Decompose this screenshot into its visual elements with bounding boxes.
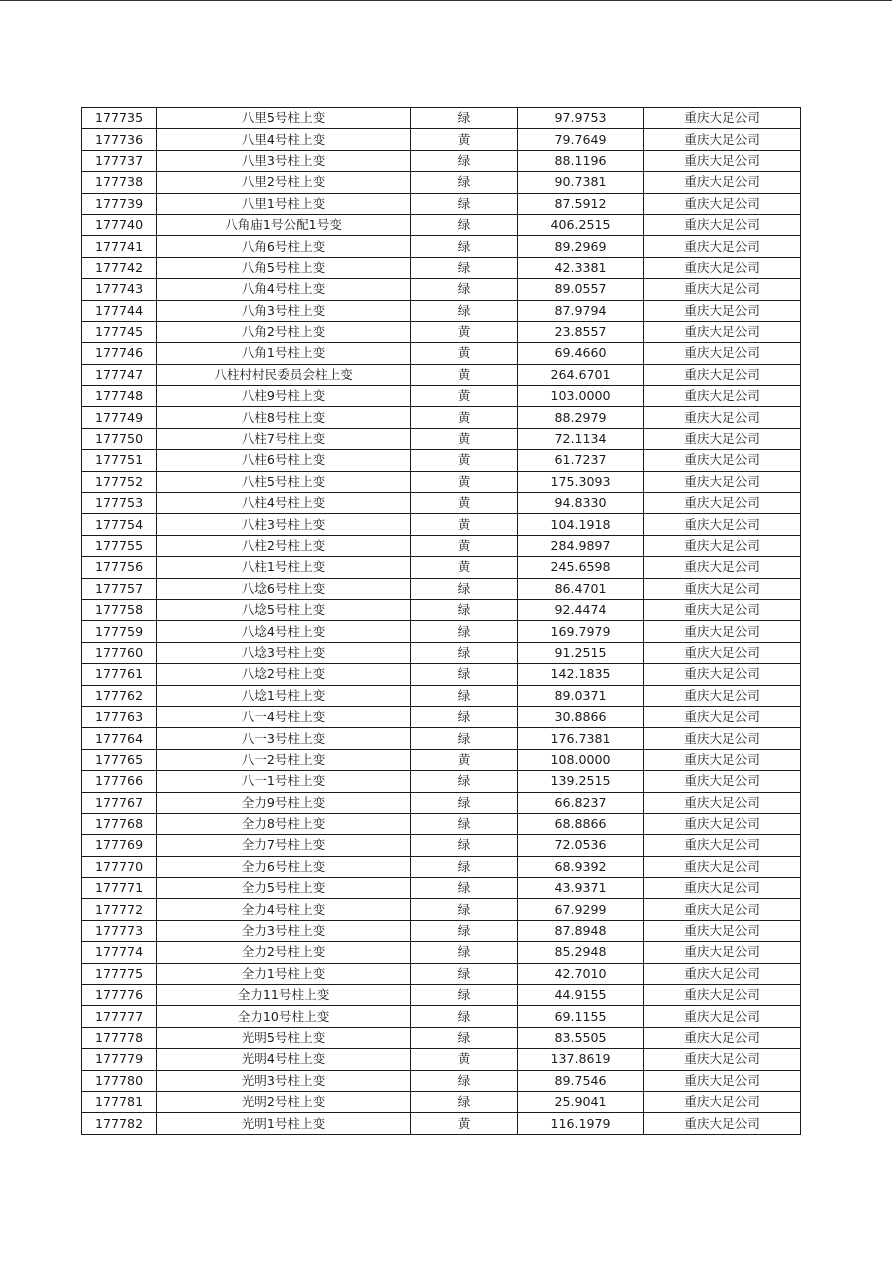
cell-company: 重庆大足公司 [644, 899, 801, 920]
cell-company: 重庆大足公司 [644, 599, 801, 620]
table-row [82, 642, 801, 663]
cell-transformer-name: 八角3号柱上变 [157, 300, 411, 321]
cell-company: 重庆大足公司 [644, 172, 801, 193]
table-row [82, 1006, 801, 1027]
cell-company: 重庆大足公司 [644, 129, 801, 150]
cell-id: 177781 [82, 1091, 157, 1112]
cell-value: 69.4660 [518, 343, 644, 364]
cell-company: 重庆大足公司 [644, 364, 801, 385]
cell-id: 177773 [82, 920, 157, 941]
cell-status: 黄 [411, 1049, 518, 1070]
cell-transformer-name: 八里2号柱上变 [157, 172, 411, 193]
table-row [82, 621, 801, 642]
cell-value: 30.8866 [518, 706, 644, 727]
cell-value: 87.9794 [518, 300, 644, 321]
cell-company: 重庆大足公司 [644, 279, 801, 300]
cell-transformer-name: 八埝6号柱上变 [157, 578, 411, 599]
cell-status: 绿 [411, 599, 518, 620]
cell-transformer-name: 八柱8号柱上变 [157, 407, 411, 428]
cell-status: 绿 [411, 664, 518, 685]
table-row [82, 450, 801, 471]
cell-transformer-name: 八柱2号柱上变 [157, 535, 411, 556]
cell-value: 103.0000 [518, 386, 644, 407]
table-row [82, 1027, 801, 1048]
cell-id: 177751 [82, 450, 157, 471]
cell-value: 68.8866 [518, 813, 644, 834]
table-row [82, 471, 801, 492]
cell-value: 86.4701 [518, 578, 644, 599]
cell-status: 黄 [411, 407, 518, 428]
cell-transformer-name: 八一2号柱上变 [157, 749, 411, 770]
cell-value: 67.9299 [518, 899, 644, 920]
cell-status: 绿 [411, 706, 518, 727]
cell-company: 重庆大足公司 [644, 749, 801, 770]
table-row [82, 150, 801, 171]
cell-id: 177741 [82, 236, 157, 257]
cell-id: 177736 [82, 129, 157, 150]
cell-id: 177776 [82, 985, 157, 1006]
table-row [82, 942, 801, 963]
cell-transformer-name: 八埝5号柱上变 [157, 599, 411, 620]
cell-id: 177761 [82, 664, 157, 685]
cell-status: 黄 [411, 557, 518, 578]
cell-id: 177737 [82, 150, 157, 171]
cell-id: 177771 [82, 878, 157, 899]
cell-value: 137.8619 [518, 1049, 644, 1070]
table-row [82, 664, 801, 685]
cell-id: 177760 [82, 642, 157, 663]
cell-company: 重庆大足公司 [644, 771, 801, 792]
cell-transformer-name: 八柱9号柱上变 [157, 386, 411, 407]
cell-value: 87.8948 [518, 920, 644, 941]
cell-id: 177774 [82, 942, 157, 963]
cell-transformer-name: 光明4号柱上变 [157, 1049, 411, 1070]
page-top-border [0, 0, 892, 1]
cell-id: 177757 [82, 578, 157, 599]
cell-transformer-name: 八角5号柱上变 [157, 257, 411, 278]
cell-value: 43.9371 [518, 878, 644, 899]
cell-transformer-name: 八一1号柱上变 [157, 771, 411, 792]
cell-company: 重庆大足公司 [644, 108, 801, 129]
cell-value: 89.0557 [518, 279, 644, 300]
table-row [82, 685, 801, 706]
cell-id: 177755 [82, 535, 157, 556]
cell-id: 177742 [82, 257, 157, 278]
cell-id: 177746 [82, 343, 157, 364]
cell-value: 139.2515 [518, 771, 644, 792]
table-row [82, 599, 801, 620]
cell-transformer-name: 八里5号柱上变 [157, 108, 411, 129]
table-row [82, 321, 801, 342]
table-row [82, 172, 801, 193]
cell-status: 绿 [411, 985, 518, 1006]
cell-status: 黄 [411, 471, 518, 492]
cell-company: 重庆大足公司 [644, 621, 801, 642]
cell-transformer-name: 全力6号柱上变 [157, 856, 411, 877]
cell-id: 177743 [82, 279, 157, 300]
table-row [82, 856, 801, 877]
cell-id: 177769 [82, 835, 157, 856]
cell-transformer-name: 八柱5号柱上变 [157, 471, 411, 492]
cell-company: 重庆大足公司 [644, 685, 801, 706]
cell-status: 绿 [411, 257, 518, 278]
cell-company: 重庆大足公司 [644, 878, 801, 899]
cell-id: 177745 [82, 321, 157, 342]
cell-id: 177764 [82, 728, 157, 749]
cell-status: 黄 [411, 535, 518, 556]
cell-transformer-name: 八埝2号柱上变 [157, 664, 411, 685]
cell-value: 44.9155 [518, 985, 644, 1006]
cell-value: 97.9753 [518, 108, 644, 129]
cell-id: 177754 [82, 514, 157, 535]
cell-value: 169.7979 [518, 621, 644, 642]
cell-company: 重庆大足公司 [644, 428, 801, 449]
cell-status: 绿 [411, 1091, 518, 1112]
cell-status: 绿 [411, 856, 518, 877]
cell-transformer-name: 光明5号柱上变 [157, 1027, 411, 1048]
cell-transformer-name: 八角庙1号公配1号变 [157, 214, 411, 235]
cell-transformer-name: 八柱7号柱上变 [157, 428, 411, 449]
cell-transformer-name: 全力8号柱上变 [157, 813, 411, 834]
table-row [82, 813, 801, 834]
cell-value: 92.4474 [518, 599, 644, 620]
cell-value: 108.0000 [518, 749, 644, 770]
cell-status: 黄 [411, 514, 518, 535]
cell-status: 绿 [411, 172, 518, 193]
cell-value: 406.2515 [518, 214, 644, 235]
cell-company: 重庆大足公司 [644, 578, 801, 599]
cell-transformer-name: 八角1号柱上变 [157, 343, 411, 364]
cell-status: 绿 [411, 685, 518, 706]
cell-transformer-name: 八埝1号柱上变 [157, 685, 411, 706]
cell-company: 重庆大足公司 [644, 985, 801, 1006]
cell-id: 177756 [82, 557, 157, 578]
table-row [82, 193, 801, 214]
cell-company: 重庆大足公司 [644, 321, 801, 342]
cell-company: 重庆大足公司 [644, 642, 801, 663]
table-row [82, 835, 801, 856]
cell-transformer-name: 八埝4号柱上变 [157, 621, 411, 642]
cell-company: 重庆大足公司 [644, 535, 801, 556]
table-row [82, 792, 801, 813]
cell-company: 重庆大足公司 [644, 343, 801, 364]
cell-company: 重庆大足公司 [644, 942, 801, 963]
cell-company: 重庆大足公司 [644, 471, 801, 492]
cell-status: 绿 [411, 578, 518, 599]
cell-id: 177749 [82, 407, 157, 428]
cell-id: 177738 [82, 172, 157, 193]
cell-company: 重庆大足公司 [644, 728, 801, 749]
cell-transformer-name: 八柱村村民委员会柱上变 [157, 364, 411, 385]
cell-company: 重庆大足公司 [644, 236, 801, 257]
cell-value: 42.3381 [518, 257, 644, 278]
cell-value: 94.8330 [518, 493, 644, 514]
cell-id: 177748 [82, 386, 157, 407]
table-row [82, 985, 801, 1006]
cell-transformer-name: 八角6号柱上变 [157, 236, 411, 257]
table-row [82, 578, 801, 599]
cell-value: 89.2969 [518, 236, 644, 257]
cell-status: 黄 [411, 428, 518, 449]
table-row [82, 428, 801, 449]
cell-company: 重庆大足公司 [644, 813, 801, 834]
cell-transformer-name: 八柱4号柱上变 [157, 493, 411, 514]
cell-company: 重庆大足公司 [644, 193, 801, 214]
cell-status: 绿 [411, 878, 518, 899]
cell-company: 重庆大足公司 [644, 386, 801, 407]
cell-value: 104.1918 [518, 514, 644, 535]
cell-value: 87.5912 [518, 193, 644, 214]
cell-status: 黄 [411, 450, 518, 471]
cell-status: 绿 [411, 835, 518, 856]
cell-status: 绿 [411, 279, 518, 300]
table-row [82, 749, 801, 770]
table-row [82, 364, 801, 385]
cell-company: 重庆大足公司 [644, 963, 801, 984]
cell-transformer-name: 全力3号柱上变 [157, 920, 411, 941]
table-row [82, 899, 801, 920]
cell-id: 177765 [82, 749, 157, 770]
cell-transformer-name: 八里3号柱上变 [157, 150, 411, 171]
cell-id: 177766 [82, 771, 157, 792]
cell-id: 177778 [82, 1027, 157, 1048]
cell-id: 177740 [82, 214, 157, 235]
cell-transformer-name: 八柱3号柱上变 [157, 514, 411, 535]
cell-company: 重庆大足公司 [644, 557, 801, 578]
cell-value: 83.5505 [518, 1027, 644, 1048]
cell-status: 绿 [411, 728, 518, 749]
cell-company: 重庆大足公司 [644, 1091, 801, 1112]
cell-company: 重庆大足公司 [644, 920, 801, 941]
cell-status: 绿 [411, 621, 518, 642]
cell-status: 绿 [411, 1070, 518, 1091]
cell-id: 177782 [82, 1113, 157, 1134]
table-row [82, 214, 801, 235]
cell-status: 绿 [411, 920, 518, 941]
transformer-table [81, 107, 801, 1135]
table-row [82, 343, 801, 364]
cell-value: 284.9897 [518, 535, 644, 556]
cell-id: 177768 [82, 813, 157, 834]
cell-value: 88.1196 [518, 150, 644, 171]
table-row [82, 963, 801, 984]
table-row [82, 386, 801, 407]
cell-id: 177759 [82, 621, 157, 642]
cell-status: 绿 [411, 792, 518, 813]
cell-transformer-name: 八一3号柱上变 [157, 728, 411, 749]
cell-company: 重庆大足公司 [644, 664, 801, 685]
cell-status: 绿 [411, 942, 518, 963]
cell-status: 绿 [411, 150, 518, 171]
cell-value: 79.7649 [518, 129, 644, 150]
cell-value: 66.8237 [518, 792, 644, 813]
cell-status: 黄 [411, 321, 518, 342]
cell-id: 177758 [82, 599, 157, 620]
cell-company: 重庆大足公司 [644, 214, 801, 235]
cell-value: 69.1155 [518, 1006, 644, 1027]
cell-value: 89.0371 [518, 685, 644, 706]
cell-status: 黄 [411, 364, 518, 385]
cell-status: 黄 [411, 749, 518, 770]
cell-value: 68.9392 [518, 856, 644, 877]
cell-company: 重庆大足公司 [644, 1070, 801, 1091]
cell-transformer-name: 八里1号柱上变 [157, 193, 411, 214]
cell-company: 重庆大足公司 [644, 407, 801, 428]
cell-transformer-name: 八角2号柱上变 [157, 321, 411, 342]
cell-company: 重庆大足公司 [644, 514, 801, 535]
table-row [82, 300, 801, 321]
cell-id: 177744 [82, 300, 157, 321]
cell-value: 142.1835 [518, 664, 644, 685]
cell-transformer-name: 光明1号柱上变 [157, 1113, 411, 1134]
table-row [82, 728, 801, 749]
cell-id: 177753 [82, 493, 157, 514]
cell-company: 重庆大足公司 [644, 150, 801, 171]
cell-company: 重庆大足公司 [644, 300, 801, 321]
cell-value: 116.1979 [518, 1113, 644, 1134]
cell-transformer-name: 八一4号柱上变 [157, 706, 411, 727]
cell-value: 88.2979 [518, 407, 644, 428]
cell-transformer-name: 全力1号柱上变 [157, 963, 411, 984]
cell-company: 重庆大足公司 [644, 706, 801, 727]
table-row [82, 557, 801, 578]
table-row [82, 1113, 801, 1134]
cell-transformer-name: 光明3号柱上变 [157, 1070, 411, 1091]
cell-status: 黄 [411, 493, 518, 514]
cell-company: 重庆大足公司 [644, 835, 801, 856]
cell-value: 89.7546 [518, 1070, 644, 1091]
table-row [82, 1091, 801, 1112]
cell-status: 绿 [411, 813, 518, 834]
cell-id: 177775 [82, 963, 157, 984]
cell-value: 264.6701 [518, 364, 644, 385]
cell-status: 绿 [411, 1006, 518, 1027]
cell-status: 黄 [411, 129, 518, 150]
cell-transformer-name: 全力4号柱上变 [157, 899, 411, 920]
table-row [82, 407, 801, 428]
cell-status: 绿 [411, 963, 518, 984]
cell-status: 绿 [411, 1027, 518, 1048]
table-row [82, 771, 801, 792]
cell-value: 90.7381 [518, 172, 644, 193]
cell-status: 绿 [411, 236, 518, 257]
cell-id: 177770 [82, 856, 157, 877]
cell-id: 177747 [82, 364, 157, 385]
table-row [82, 514, 801, 535]
cell-value: 72.0536 [518, 835, 644, 856]
table-row [82, 108, 801, 129]
cell-company: 重庆大足公司 [644, 493, 801, 514]
cell-company: 重庆大足公司 [644, 792, 801, 813]
cell-id: 177772 [82, 899, 157, 920]
cell-value: 72.1134 [518, 428, 644, 449]
cell-value: 85.2948 [518, 942, 644, 963]
cell-status: 黄 [411, 386, 518, 407]
cell-company: 重庆大足公司 [644, 257, 801, 278]
cell-transformer-name: 八角4号柱上变 [157, 279, 411, 300]
cell-id: 177735 [82, 108, 157, 129]
cell-transformer-name: 八柱1号柱上变 [157, 557, 411, 578]
cell-value: 245.6598 [518, 557, 644, 578]
table-row [82, 878, 801, 899]
table-row [82, 1070, 801, 1091]
cell-transformer-name: 八里4号柱上变 [157, 129, 411, 150]
cell-status: 黄 [411, 1113, 518, 1134]
cell-id: 177763 [82, 706, 157, 727]
cell-status: 绿 [411, 300, 518, 321]
cell-value: 175.3093 [518, 471, 644, 492]
table-row [82, 535, 801, 556]
table-row [82, 1049, 801, 1070]
cell-id: 177762 [82, 685, 157, 706]
table-body [82, 108, 801, 1135]
cell-status: 绿 [411, 108, 518, 129]
cell-transformer-name: 全力7号柱上变 [157, 835, 411, 856]
cell-value: 91.2515 [518, 642, 644, 663]
cell-transformer-name: 八柱6号柱上变 [157, 450, 411, 471]
cell-transformer-name: 全力5号柱上变 [157, 878, 411, 899]
cell-value: 25.9041 [518, 1091, 644, 1112]
cell-transformer-name: 全力2号柱上变 [157, 942, 411, 963]
cell-value: 42.7010 [518, 963, 644, 984]
cell-id: 177739 [82, 193, 157, 214]
cell-company: 重庆大足公司 [644, 1006, 801, 1027]
cell-value: 176.7381 [518, 728, 644, 749]
table-row [82, 236, 801, 257]
cell-status: 绿 [411, 771, 518, 792]
table-row [82, 257, 801, 278]
table-row [82, 279, 801, 300]
cell-company: 重庆大足公司 [644, 450, 801, 471]
cell-status: 绿 [411, 193, 518, 214]
cell-status: 绿 [411, 214, 518, 235]
cell-company: 重庆大足公司 [644, 1113, 801, 1134]
cell-id: 177780 [82, 1070, 157, 1091]
table-row [82, 129, 801, 150]
cell-transformer-name: 全力10号柱上变 [157, 1006, 411, 1027]
cell-transformer-name: 全力11号柱上变 [157, 985, 411, 1006]
cell-company: 重庆大足公司 [644, 1027, 801, 1048]
cell-id: 177777 [82, 1006, 157, 1027]
table-row [82, 493, 801, 514]
cell-status: 绿 [411, 642, 518, 663]
table-row [82, 920, 801, 941]
cell-id: 177767 [82, 792, 157, 813]
table-row [82, 706, 801, 727]
cell-value: 61.7237 [518, 450, 644, 471]
cell-id: 177752 [82, 471, 157, 492]
cell-transformer-name: 全力9号柱上变 [157, 792, 411, 813]
cell-company: 重庆大足公司 [644, 856, 801, 877]
cell-transformer-name: 光明2号柱上变 [157, 1091, 411, 1112]
cell-value: 23.8557 [518, 321, 644, 342]
cell-id: 177779 [82, 1049, 157, 1070]
cell-company: 重庆大足公司 [644, 1049, 801, 1070]
cell-transformer-name: 八埝3号柱上变 [157, 642, 411, 663]
cell-status: 黄 [411, 343, 518, 364]
cell-status: 绿 [411, 899, 518, 920]
cell-id: 177750 [82, 428, 157, 449]
